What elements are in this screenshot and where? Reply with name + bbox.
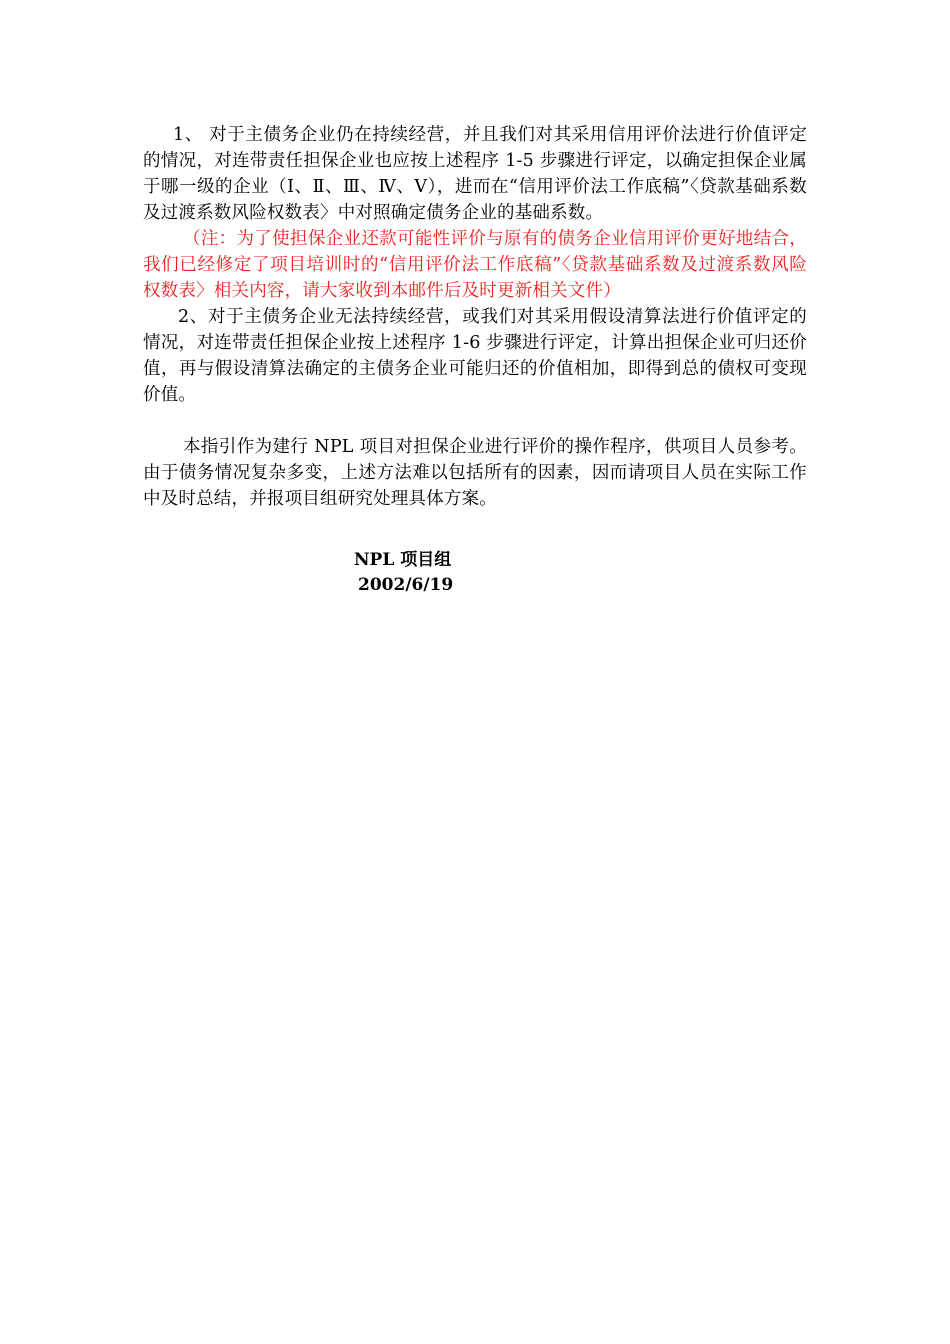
- paragraph-spacer: [143, 408, 807, 434]
- signature-organization: NPL 项目组: [354, 550, 452, 570]
- signature-block: [354, 548, 453, 598]
- paragraph-liquidation: 2、对于主债务企业无法持续经营，或我们对其采用假设清算法进行价值评定的情况，对连带责任担保企业按上述程序 1-6 步骤进行评定，计算出担保企业可归还价值，再与假设清算法确定的主债务企业可能归还的价值相加，即得到总的债权可变现价值。: [143, 307, 807, 405]
- red-note: （注：为了使担保企业还款可能性评价与原有的债务企业信用评价更好地结合，我们已经修定了项目培训时的“信用评价法工作底稿”〈贷款基础系数及过渡系数风险权数表〉相关内容，请大家收到本邮件后及时更新相关文件）: [143, 229, 807, 301]
- paragraph-guideline-purpose: 本指引作为建行 NPL 项目对担保企业进行评价的操作程序，供项目人员参考。由于债务情况复杂多变，上述方法难以包括所有的因素，因而请项目人员在实际工作中及时总结，并报项目组研究处理具体方案。: [143, 437, 807, 509]
- document-body: [143, 122, 807, 512]
- paragraph-credit-evaluation: 1、 对于主债务企业仍在持续经营，并且我们对其采用信用评价法进行价值评定的情况，对连带责任担保企业也应按上述程序 1-5 步骤进行评定，以确定担保企业属于哪一级的企业（Ⅰ、Ⅱ、Ⅲ、Ⅳ、Ⅴ），进而在“信用评价法工作底稿”〈贷款基础系数及过渡系数风险权数表〉中对照确定债务企业的基础系数。: [143, 125, 807, 223]
- signature-date: 2002/6/19: [358, 575, 454, 595]
